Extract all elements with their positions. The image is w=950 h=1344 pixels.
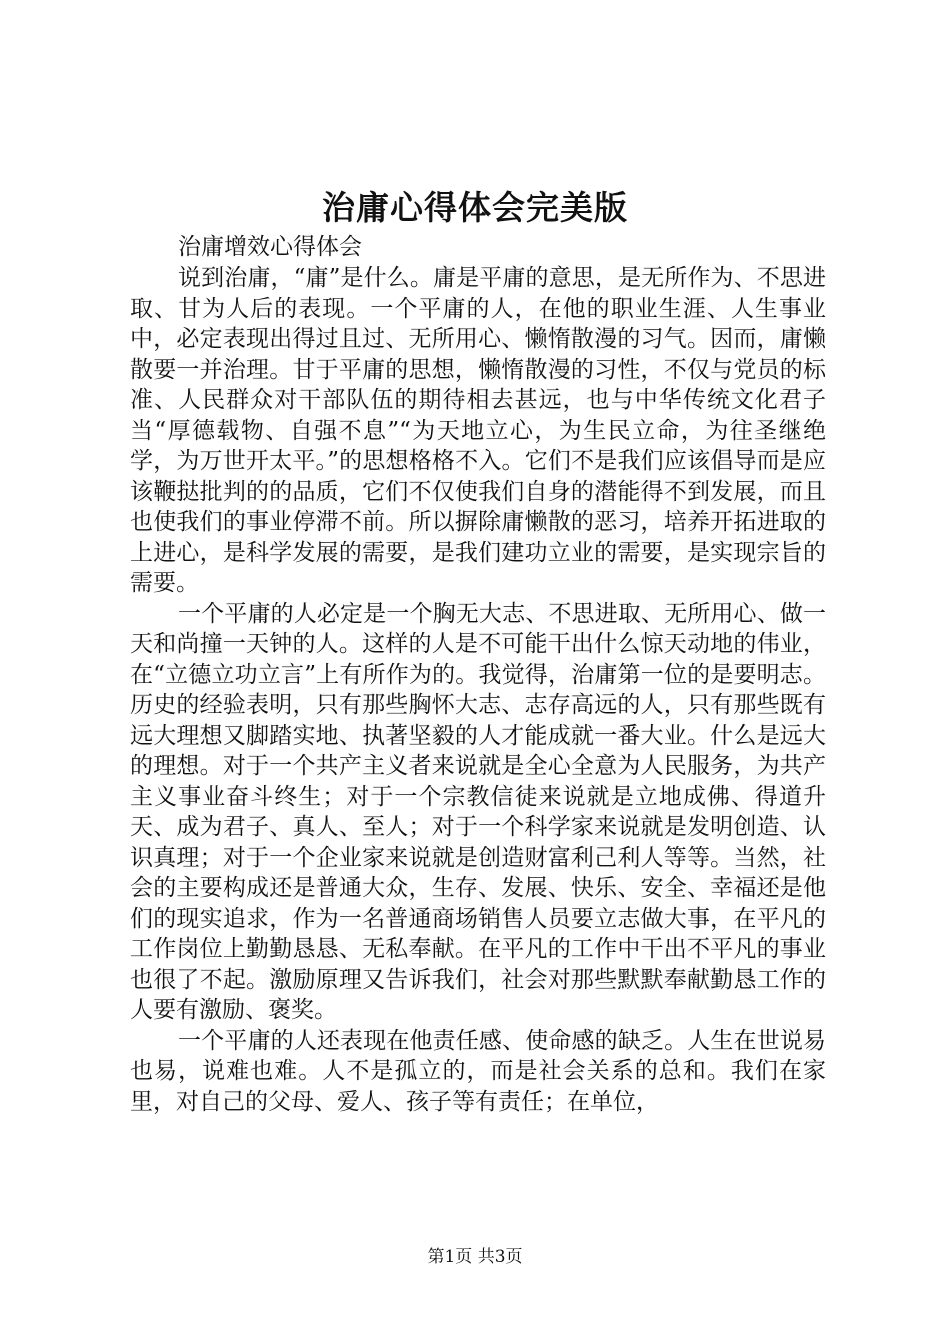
paragraph-3: 一个平庸的人还表现在他责任感、使命感的缺乏。人生在世说易也易，说难也难。人不是孤立的，而是社会关系的总和。我们在家里，对自己的父母、爱人、孩子等有责任；在单位， [130,1027,826,1115]
page-title: 治庸心得体会完美版 [322,188,628,227]
page-number-footer: 第1页 共3页 [427,1247,523,1267]
paragraph-1: 说到治庸，“庸”是什么。庸是平庸的意思，是无所作为、不思进取、甘为人后的表现。一个平庸的人，在他的职业生涯、人生事业中，必定表现出得过且过、无所用心、懒惰散漫的习气。因而，庸懒散要一并治理。甘于平庸的思想，懒惰散漫的习性，不仅与党员的标准、人民群众对干部队伍的期待相去甚远，也与中华传统文化君子当“厚德载物、自强不息”“为天地立心，为生民立命，为往圣继绝学，为万世开太平。”的思想格格不入。它们不是我们应该倡导而是应该鞭挞批判的的品质，它们不仅使我们自身的潜能得不到发展，而且也使我们的事业停滞不前。所以摒除庸懒散的恶习，培养开拓进取的上进心，是科学发展的需要，是我们建功立业的需要，是实现宗旨的需要。 [130,265,826,596]
paragraph-2: 一个平庸的人必定是一个胸无大志、不思进取、无所用心、做一天和尚撞一天钟的人。这样的人是不可能干出什么惊天动地的伟业，在“立德立功立言”上有所作为的。我觉得，治庸第一位的是要明志。历史的经验表明，只有那些胸怀大志、志存高远的人，只有那些既有远大理想又脚踏实地、执著坚毅的人才能成就一番大业。什么是远大的理想。对于一个共产主义者来说就是全心全意为人民服务，为共产主义事业奋斗终生；对于一个宗教信徒来说就是立地成佛、得道升天、成为君子、真人、至人；对于一个科学家来说就是发明创造、认识真理；对于一个企业家来说就是创造财富利己利人等等。当然，社会的主要构成还是普通大众，生存、发展、快乐、安全、幸福还是他们的现实追求，作为一名普通商场销售人员要立志做大事，在平凡的工作岗位上勤勤恳恳、无私奉献。在平凡的工作中干出不平凡的事业也很了不起。激励原理又告诉我们，社会对那些默默奉献勤恳工作的人要有激励、褒奖。 [130,600,826,1023]
document-body [130,232,826,1117]
document-subtitle: 治庸增效心得体会 [178,234,362,260]
